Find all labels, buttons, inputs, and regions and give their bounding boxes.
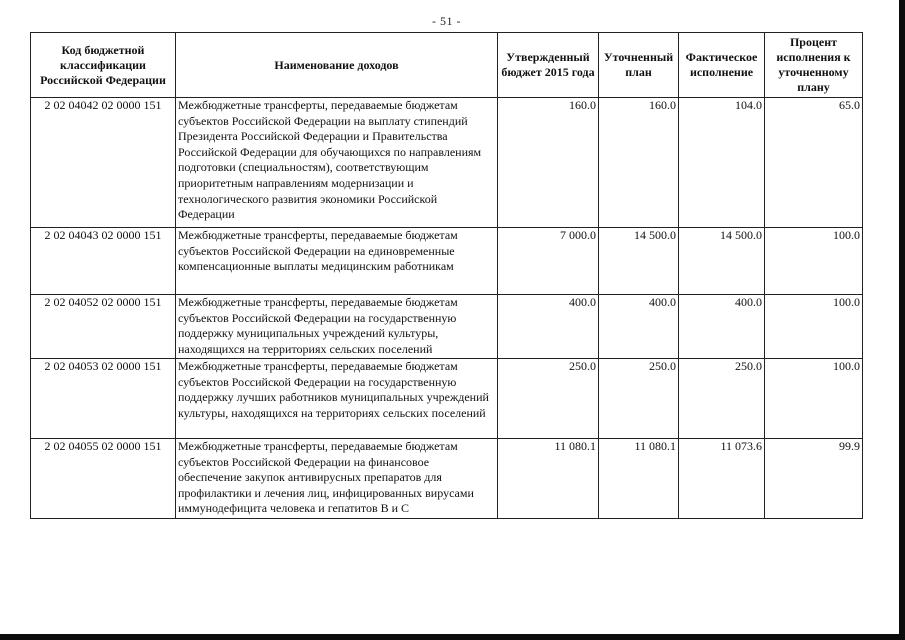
cell-actual: 250.0 (679, 359, 765, 439)
cell-refined: 400.0 (599, 295, 679, 359)
cell-code: 2 02 04053 02 0000 151 (31, 359, 176, 439)
cell-code: 2 02 04055 02 0000 151 (31, 439, 176, 519)
table-row (31, 98, 863, 228)
cell-percent: 100.0 (765, 295, 863, 359)
page-number: - 51 - (432, 14, 461, 28)
cell-name: Межбюджетные трансферты, передаваемые бюджетам субъектов Российской Федерации на государственную поддержку муниципальных учреждений культуры, находящихся на территориях сельских поселений (176, 295, 498, 359)
cell-percent: 65.0 (765, 98, 863, 228)
cell-actual: 14 500.0 (679, 228, 765, 295)
cell-actual: 400.0 (679, 295, 765, 359)
cell-refined: 11 080.1 (599, 439, 679, 519)
cell-name: Межбюджетные трансферты, передаваемые бюджетам субъектов Российской Федерации на финансовое обеспечение закупок антивирусных препаратов для профилактики и лечения лиц, инфицированных вирусами иммунодефицита человека и гепатитов B и C (176, 439, 498, 519)
cell-code: 2 02 04042 02 0000 151 (31, 98, 176, 228)
cell-percent: 100.0 (765, 228, 863, 295)
cell-approved: 7 000.0 (498, 228, 599, 295)
cell-actual: 104.0 (679, 98, 765, 228)
cell-name: Межбюджетные трансферты, передаваемые бюджетам субъектов Российской Федерации на выплату стипендий Президента Российской Федерации и Правительства Российской Федерации для обучающихся по направлениям подготовки (специальностям), соответствующим приоритетным направлениям модернизации и технологического развития экономики Российской Федерации (176, 98, 498, 228)
cell-percent: 99.9 (765, 439, 863, 519)
cell-refined: 14 500.0 (599, 228, 679, 295)
cell-percent: 100.0 (765, 359, 863, 439)
header-actual-execution: Фактическое исполнение (679, 33, 765, 98)
cell-actual: 11 073.6 (679, 439, 765, 519)
header-approved-budget: Утвержденный бюджет 2015 года (498, 33, 599, 98)
scan-border-right (899, 0, 905, 640)
cell-approved: 11 080.1 (498, 439, 599, 519)
scan-border-bottom (0, 634, 905, 640)
cell-approved: 160.0 (498, 98, 599, 228)
table-header-row (31, 33, 863, 98)
cell-refined: 250.0 (599, 359, 679, 439)
header-name: Наименование доходов (176, 33, 498, 98)
cell-refined: 160.0 (599, 98, 679, 228)
cell-code: 2 02 04052 02 0000 151 (31, 295, 176, 359)
table-row (31, 439, 863, 519)
cell-name: Межбюджетные трансферты, передаваемые бюджетам субъектов Российской Федерации на государственную поддержку лучших работников муниципальных учреждений культуры, находящихся на территориях сельских поселений (176, 359, 498, 439)
budget-revenue-table (30, 32, 863, 519)
cell-approved: 250.0 (498, 359, 599, 439)
table-row (31, 228, 863, 295)
header-refined-plan: Уточненный план (599, 33, 679, 98)
header-execution-percent: Процент исполнения к уточненному плану (765, 33, 863, 98)
table-row (31, 359, 863, 439)
header-code: Код бюджетной классификации Российской Федерации (31, 33, 176, 98)
cell-name: Межбюджетные трансферты, передаваемые бюджетам субъектов Российской Федерации на единовременные компенсационные выплаты медицинским работникам (176, 228, 498, 295)
cell-code: 2 02 04043 02 0000 151 (31, 228, 176, 295)
cell-approved: 400.0 (498, 295, 599, 359)
table-row (31, 295, 863, 359)
